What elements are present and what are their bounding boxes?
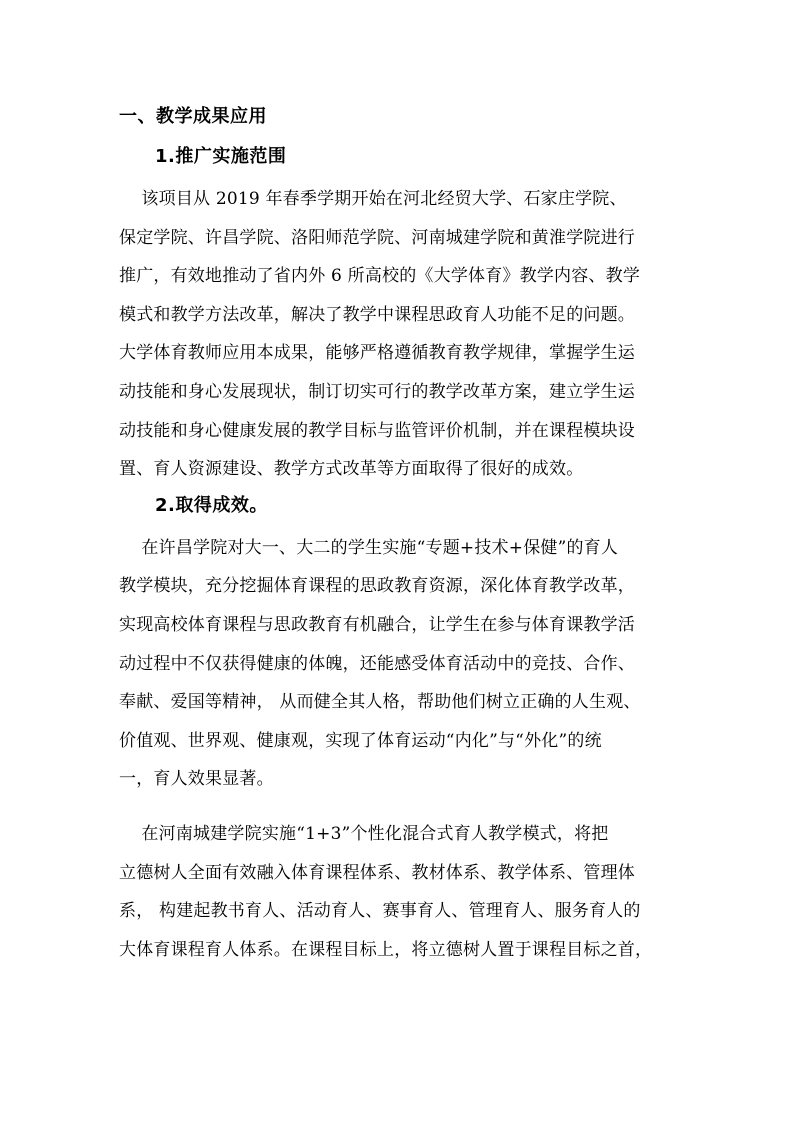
section-2-paragraph-1 [119,529,679,799]
paragraph-line: 一，育人效果显著。 [119,769,274,790]
paragraph-line: 大体育课程育人体系。在课程目标上，将立德树人置于课程目标之首， [119,939,653,960]
paragraph-line: 价值观、世界观、健康观，实现了体育运动“内化”与“外化”的统 [119,730,602,751]
section-2-title: 2.取得成效。 [155,494,268,516]
paragraph-line: 保定学院、许昌学院、洛阳师范学院、河南城建学院和黄淮学院进行 [119,227,635,248]
paragraph-line: 置、育人资源建设、教学方式改革等方面取得了很好的成效。 [119,459,584,480]
paragraph-line: 实现高校体育课程与思政教育有机融合，让学生在参与体育课教学活 [119,614,635,635]
paragraph-line: 大学体育教师应用本成果，能够严格遵循教育教学规律，掌握学生运 [119,343,635,364]
section-1-paragraph [119,180,679,489]
paragraph-line: 动过程中不仅获得健康的体魄，还能感受体育活动中的竞技、合作、 [119,653,635,674]
paragraph-line: 动技能和身心发展现状，制订切实可行的教学改革方案，建立学生运 [119,381,635,402]
paragraph-line: 在许昌学院对大一、大二的学生实施“专题+技术+保健”的育人 [119,537,619,558]
section-1-title: 1.推广实施范围 [155,146,287,167]
paragraph-line: 教学模块，充分挖掘体育课程的思政教育资源，深化体育教学改革， [119,576,635,597]
paragraph-line: 模式和教学方法改革，解决了教学中课程思政育人功能不足的问题。 [119,304,635,325]
paragraph-line: 该项目从 2019 年春季学期开始在河北经贸大学、石家庄学院、 [119,189,627,209]
paragraph-line: 动技能和身心健康发展的教学目标与监管评价机制，并在课程模块设 [119,420,635,441]
paragraph-line: 系， 构建起教书育人、活动育人、赛事育人、管理育人、服务育人的 [119,901,641,922]
main-heading: 一、教学成果应用 [119,106,267,127]
paragraph-line: 奉献、爱国等精神， 从而健全其人格，帮助他们树立正确的人生观、 [119,692,641,713]
section-2-paragraph-2 [119,815,679,969]
paragraph-line: 在河南城建学院实施“1+3”个性化混合式育人教学模式，将把 [119,823,609,844]
paragraph-line: 推广，有效地推动了省内外 6 所高校的《大学体育》教学内容、教学 [119,266,641,287]
document-content [119,100,679,969]
paragraph-line: 立德树人全面有效融入体育课程体系、教材体系、教学体系、管理体 [119,862,635,883]
